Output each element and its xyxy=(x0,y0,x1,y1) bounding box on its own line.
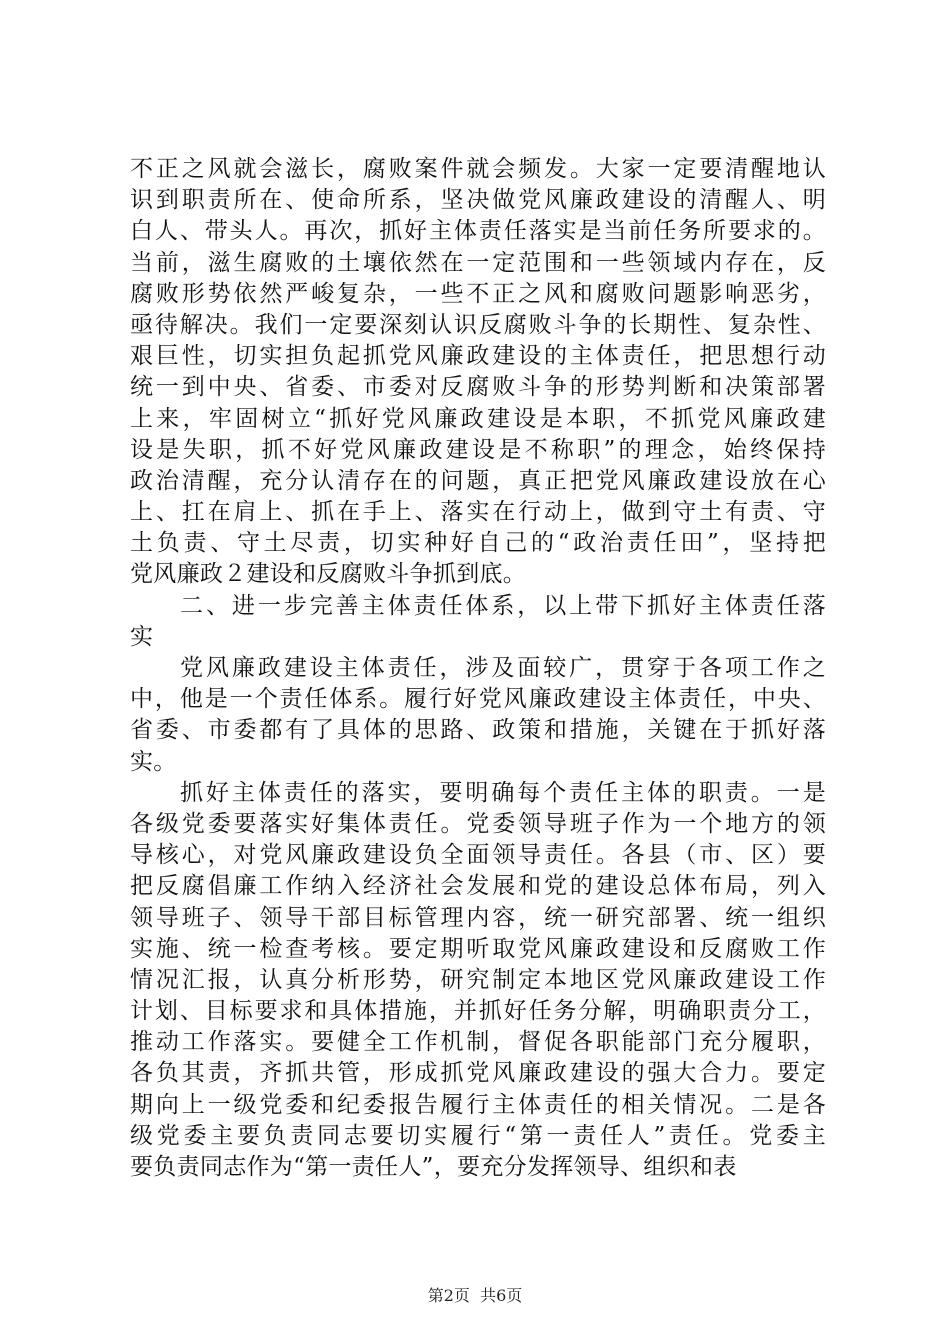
text-line: 腐败形势依然严峻复杂，一些不正之风和腐败问题影响恶劣， xyxy=(130,280,826,307)
text-line: 级党委主要负责同志要切实履行“第一责任人”责任。党委主 xyxy=(130,1122,826,1149)
text-line: 推动工作落实。要健全工作机制，督促各职能部门充分履职， xyxy=(130,1029,826,1056)
text-line: 党风廉政建设主体责任，涉及面较广，贯穿于各项工作之 xyxy=(180,655,826,681)
text-line: 省委、市委都有了具体的思路、政策和措施，关键在于抓好落 xyxy=(130,717,826,744)
page-footer: 第2页 共6页 xyxy=(427,1286,523,1305)
paragraph xyxy=(130,154,826,591)
text-line: 中，他是一个责任体系。履行好党风廉政建设主体责任，中央、 xyxy=(130,686,826,713)
text-line: 实。 xyxy=(130,748,177,775)
text-line: 土负责、守土尽责，切实种好自己的“政治责任田”，坚持把 xyxy=(130,530,826,557)
text-line: 不正之风就会滋长，腐败案件就会频发。大家一定要清醒地认 xyxy=(130,156,826,182)
text-line: 要负责同志作为“第一责任人”，要充分发挥领导、组织和表 xyxy=(130,1154,737,1180)
text-line: 领导班子、领导干部目标管理内容，统一研究部署、统一组织 xyxy=(130,904,826,931)
text-line: 亟待解决。我们一定要深刻认识反腐败斗争的长期性、复杂性、 xyxy=(130,311,826,338)
text-line: 上、扛在肩上、抓在手上、落实在行动上，做到守土有责、守 xyxy=(130,499,826,526)
text-line: 计划、目标要求和具体措施，并抓好任务分解，明确职责分工， xyxy=(130,998,826,1025)
paragraph xyxy=(130,591,826,653)
text-line: 统一到中央、省委、市委对反腐败斗争的形势判断和决策部署 xyxy=(130,374,826,401)
text-line: 期向上一级党委和纪委报告履行主体责任的相关情况。二是各 xyxy=(130,1091,826,1118)
text-line: 艰巨性，切实担负起抓党风廉政建设的主体责任，把思想行动 xyxy=(130,343,826,370)
document-body xyxy=(130,154,826,1183)
text-line: 情况汇报，认真分析形势，研究制定本地区党风廉政建设工作 xyxy=(130,966,826,993)
text-line: 各负其责，齐抓共管，形成抓党风廉政建设的强大合力。要定 xyxy=(130,1060,826,1087)
text-line: 识到职责所在、使命所系，坚决做党风廉政建设的清醒人、明 xyxy=(130,187,826,214)
text-line: 二、进一步完善主体责任体系，以上带下抓好主体责任落 xyxy=(180,592,826,619)
paragraph xyxy=(130,778,826,1183)
text-line: 导核心，对党风廉政建设负全面领导责任。各县（市、区）要 xyxy=(130,842,826,869)
text-line: 各级党委要落实好集体责任。党委领导班子作为一个地方的领 xyxy=(130,810,826,837)
text-line: 当前，滋生腐败的土壤依然在一定范围和一些领域内存在，反 xyxy=(130,249,826,276)
text-line: 实 xyxy=(130,623,154,650)
text-line: 把反腐倡廉工作纳入经济社会发展和党的建设总体布局，列入 xyxy=(130,873,826,900)
text-line: 设是失职，抓不好党风廉政建设是不称职”的理念，始终保持 xyxy=(130,436,826,463)
text-line: 实施、统一检查考核。要定期听取党风廉政建设和反腐败工作 xyxy=(130,935,826,962)
text-line: 白人、带头人。再次，抓好主体责任落实是当前任务所要求的。 xyxy=(130,218,826,245)
text-line: 抓好主体责任的落实，要明确每个责任主体的职责。一是 xyxy=(180,779,826,806)
paragraph xyxy=(130,653,826,778)
text-line: 党风廉政２建设和反腐败斗争抓到底。 xyxy=(130,561,527,588)
text-line: 政治清醒，充分认清存在的问题，真正把党风廉政建设放在心 xyxy=(130,467,826,494)
text-line: 上来，牢固树立“抓好党风廉政建设是本职，不抓党风廉政建 xyxy=(130,405,826,432)
